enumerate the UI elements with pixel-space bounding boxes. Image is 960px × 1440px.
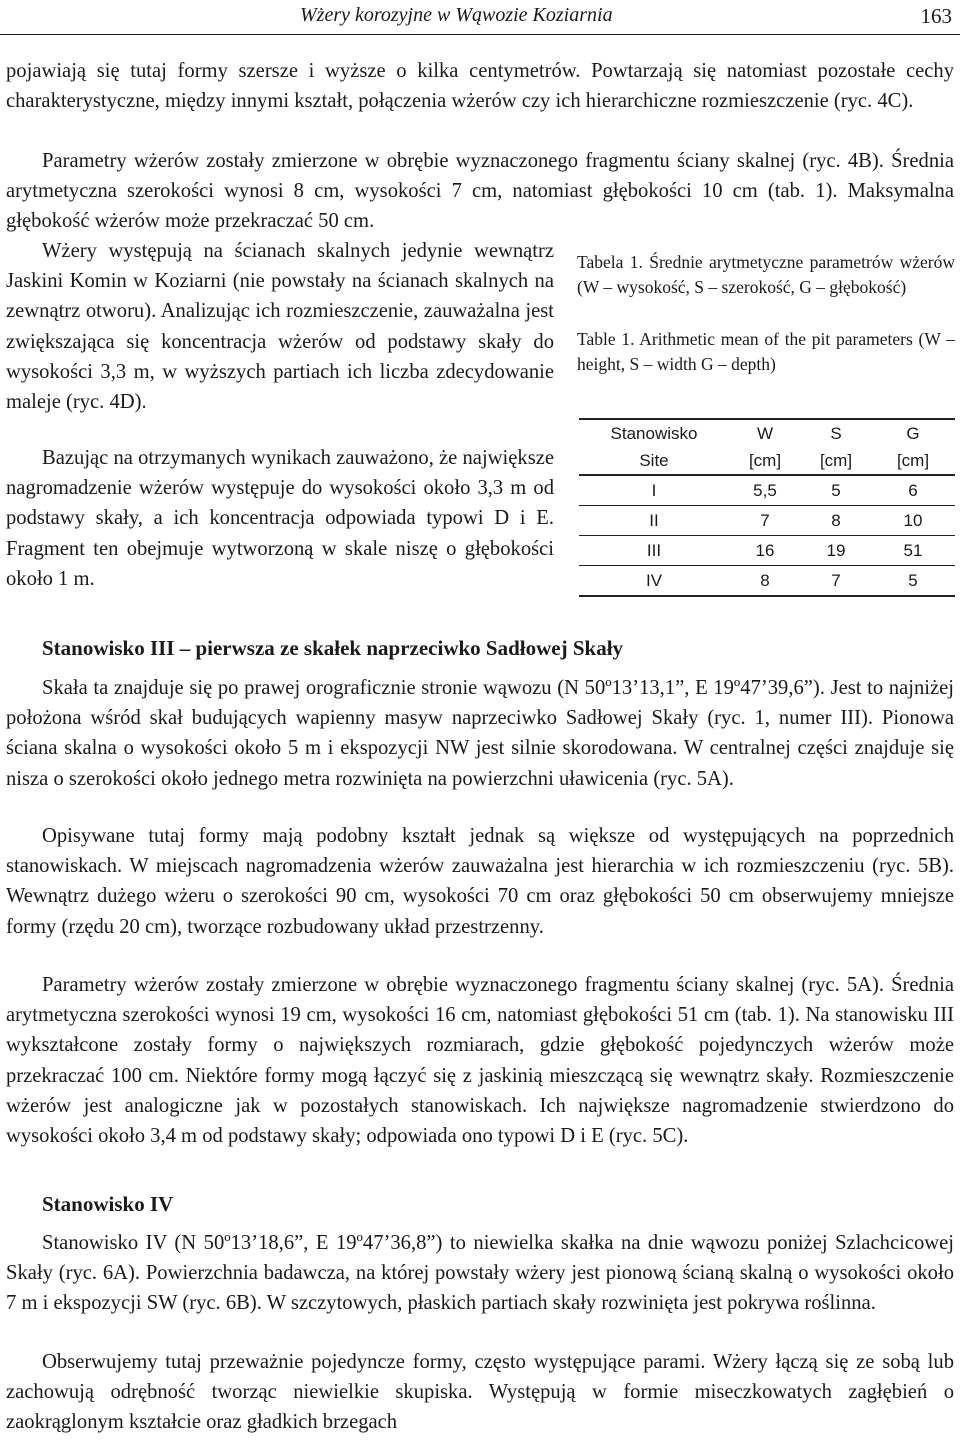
paragraph-site3-parameters: Parametry wżerów zostały zmierzone w obrębie wyznaczonego fragmentu ściany skalnej (ryc. 5A). Średnia arytmetyczna szerokości wynosi 19 cm, wysokości 16 cm, natomiast głębokości 51 cm (tab. 1). Na stanowisku III wykształcone zostały formy o największych rozmiarach, gdzie głębokość pojedynczych wżerów może przekraczać 100 cm. Niektóre formy mogą łączyć się z jaskinią mieszczącą się wewnątrz skały. Rozmieszczenie wżerów jest analogiczne jak w pozostałych stanowiskach. Ich największe nagromadzenie stwierdzono do wysokości około 3,4 m od podstawy skały; odpowiada ono typowi D i E (ryc. 5C). [6, 974, 954, 1148]
table-caption-en: Table 1. Arithmetic mean of the pit parameters (W – height, S – width G – depth) [577, 329, 955, 374]
paragraph-site4-forms: Obserwujemy tutaj przeważnie pojedyncze formy, często występujące parami. Wżery łączą się ze sobą lub zachowują odrębność tworząc niewielkie skupiska. Występują w formie miseczkowatych zagłębień o zaokrąglonym kształcie oraz gładkich brzegach [6, 1351, 954, 1434]
col-header-s: S [801, 419, 871, 447]
col-unit-s: [cm] [801, 447, 871, 475]
paragraph-parameters-site2: Parametry wżerów zostały zmierzone w obrębie wyznaczonego fragmentu ściany skalnej (ryc. 4B). Średnia arytmetyczna szerokości wynosi 8 cm, wysokości 7 cm, natomiast głębokości 10 cm (tab. 1). Maksymalna głębokość wżerów może przekraczać 50 cm. [6, 150, 954, 233]
table-cell: 8 [801, 506, 871, 536]
header-rule [0, 34, 960, 35]
running-title: Wżery korozyjne w Wąwozie Koziarnia [300, 4, 613, 26]
col-unit-w: [cm] [729, 447, 801, 475]
paragraph-occurrence: Wżery występują na ścianach skalnych jedynie wewnątrz Jaskini Komin w Koziarni (nie powstały na ścianach skalnych na zewnątrz otworu). Analizując ich rozmieszczenie, zauważalna jest zwiększająca się koncentracja wżerów od podstawy skały do wysokości 3,3 m, w wyższych partiach ich liczba zdecydowanie maleje (ryc. 4D). [6, 240, 554, 414]
table-cell: III [579, 536, 729, 566]
table-cell: 5 [801, 475, 871, 506]
table-cell: 5 [871, 566, 955, 597]
running-head [0, 0, 960, 34]
table-cell: 7 [729, 506, 801, 536]
section-heading-site-iv: Stanowisko IV [42, 1192, 174, 1216]
paragraph-continuation: pojawiają się tutaj formy szersze i wyższe o kilka centymetrów. Powtarzają się natomiast pozostałe cechy charakterystyczne, między innymi kształt, połączenia wżerów czy ich hierarchiczne rozmieszczenie (ryc. 4C). [6, 60, 954, 113]
table-cell: 51 [871, 536, 955, 566]
paragraph-site4-location: Stanowisko IV (N 50º13’18,6”, E 19º47’36,8”) to niewielka skałka na dnie wąwozu poniżej Szlachcicowej Skały (ryc. 6A). Powierzchnia badawcza, na której powstały wżery jest pionową ścianą skalną o wysokości około 7 m i ekspozycji SW (ryc. 6B). W szczytowych, płaskich partiach skały rozwinięta jest pokrywa roślinna. [6, 1232, 954, 1315]
table-row [579, 536, 955, 566]
table-row [579, 506, 955, 536]
table-cell: 6 [871, 475, 955, 506]
table-cell: 10 [871, 506, 955, 536]
col-header-site-en: Site [579, 447, 729, 475]
paragraph-site3-forms: Opisywane tutaj formy mają podobny kształt jednak są większe od występujących na poprzednich stanowiskach. W miejscach nagromadzenia wżerów zauważalna jest hierarchia w ich rozmieszczeniu (ryc. 5B). Wewnątrz dużego wżeru o szerokości 90 cm, wysokości 70 cm oraz głębokości 50 cm obserwujemy mniejsze formy (rzędu 20 cm), tworzące rozbudowany układ przestrzenny. [6, 825, 954, 938]
table-cell: 16 [729, 536, 801, 566]
section-heading-site-iii: Stanowisko III – pierwsza ze skałek naprzeciwko Sadłowej Skały [42, 636, 624, 660]
table-cell: II [579, 506, 729, 536]
paragraph-conclusion-site2: Bazując na otrzymanych wynikach zauważono, że największe nagromadzenie wżerów występuje do wysokości około 3,3 m od podstawy skały, a ich koncentracja odpowiada typowi D i E. Fragment ten obejmuje wytworzoną w skale niszę o głębokości około 1 m. [6, 447, 554, 590]
page-number: 163 [920, 4, 952, 28]
col-header-w: W [729, 419, 801, 447]
col-header-site: Stanowisko [579, 419, 729, 447]
table-cell: 19 [801, 536, 871, 566]
paragraph-site3-location: Skała ta znajduje się po prawej orograficznie stronie wąwozu (N 50º13’13,1”, E 19º47’39,6”). Jest to najniżej położona wśród skał budujących wapienny masyw naprzeciwko Sadłowej Skały (ryc. 1, numer III). Pionowa ściana skalna o wysokości około 5 m i ekspozycji NW jest silnie skorodowana. W centralnej części znajduje się nisza o szerokości około jednego metra rozwinięta na powierzchni uławicenia (ryc. 5A). [6, 677, 954, 790]
table-header-row-units [579, 447, 955, 475]
table-caption-pl: Tabela 1. Średnie arytmetyczne parametrów wżerów (W – wysokość, S – szerokość, G – głębokość) [577, 252, 955, 297]
table-cell: 5,5 [729, 475, 801, 506]
table-cell: 7 [801, 566, 871, 597]
col-unit-g: [cm] [871, 447, 955, 475]
table-cell: 8 [729, 566, 801, 597]
table-row [579, 566, 955, 597]
table-row [579, 475, 955, 506]
table-header-row [579, 419, 955, 447]
col-header-g: G [871, 419, 955, 447]
table-cell: IV [579, 566, 729, 597]
parameters-table [579, 418, 955, 597]
table-cell: I [579, 475, 729, 506]
